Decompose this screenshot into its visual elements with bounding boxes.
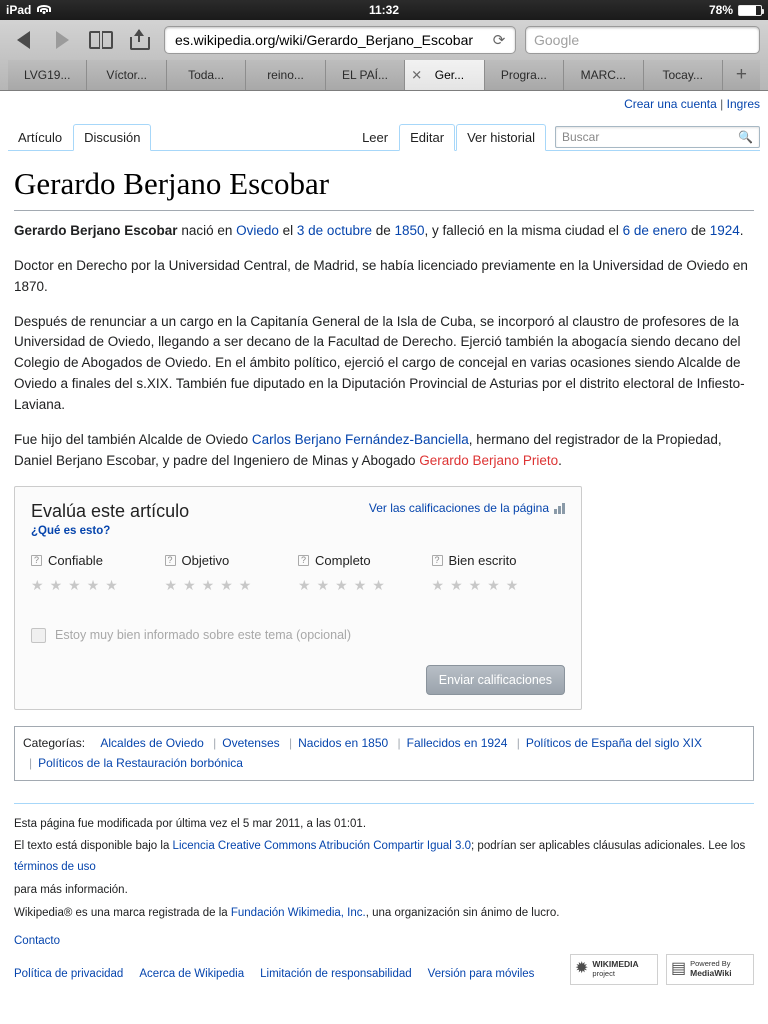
mediawiki-badge[interactable] — [666, 954, 754, 985]
status-right — [709, 3, 762, 17]
text-run: el — [278, 222, 297, 238]
forward-button[interactable] — [47, 26, 77, 54]
star-icon[interactable]: ★ — [238, 576, 252, 593]
status-left — [6, 3, 51, 17]
help-icon[interactable]: ? — [31, 555, 42, 566]
help-icon[interactable]: ? — [432, 555, 443, 566]
tab-editar[interactable] — [399, 124, 455, 151]
criterion-label: Confiable — [48, 552, 103, 568]
star-icon[interactable]: ★ — [105, 576, 118, 593]
feedback-what-is-this-link[interactable]: ¿Qué es esto? — [31, 524, 111, 537]
magnifier-icon[interactable]: 🔍 — [738, 130, 753, 144]
tab-label: LVG19... — [23, 68, 71, 82]
url-text: es.wikipedia.org/wiki/Gerardo_Berjano_Escobar — [175, 32, 474, 48]
submit-ratings-button[interactable]: Enviar calificaciones — [426, 665, 565, 695]
tab-label: Víctor... — [106, 68, 147, 82]
tab-5-active[interactable] — [404, 60, 483, 90]
tab-8[interactable] — [643, 60, 722, 90]
category-link-ovetenses[interactable]: Ovetenses — [222, 735, 280, 750]
link-6-de-enero[interactable]: 6 de enero — [622, 222, 688, 238]
help-icon[interactable]: ? — [165, 555, 176, 566]
category-link-fallecidos-en-1924[interactable]: Fallecidos en 1924 — [406, 735, 508, 750]
reload-icon[interactable]: ⟳ — [492, 32, 506, 49]
page-content — [0, 91, 768, 1024]
view-page-ratings-label: Ver las calificaciones de la página — [368, 500, 549, 515]
wifi-icon — [37, 5, 51, 16]
tab-1[interactable] — [86, 60, 165, 90]
personal-tools — [0, 91, 768, 113]
expert-checkbox-label: Estoy muy bien informado sobre este tema (opcional) — [55, 628, 351, 643]
footer-badges — [570, 954, 754, 985]
tab-bar — [8, 60, 760, 90]
criterion-objetivo — [165, 553, 299, 594]
text-run: Fue hijo del también Alcalde de Oviedo — [14, 432, 252, 448]
feedback-title: Evalúa este artículo — [31, 500, 190, 521]
share-button[interactable] — [125, 26, 155, 54]
category-divider: | — [288, 735, 293, 750]
expert-checkbox-row[interactable] — [31, 628, 565, 643]
license-pre: El texto está disponible bajo la — [14, 840, 173, 853]
badge-top-text: WIKIMEDIA — [592, 959, 639, 970]
close-tab-icon[interactable]: ✕ — [411, 67, 423, 83]
tab-label: MARC... — [580, 68, 626, 82]
category-divider: | — [213, 735, 217, 750]
license-post: para más información. — [14, 883, 128, 896]
browser-chrome — [0, 20, 768, 91]
wiki-search-placeholder: Buscar — [562, 130, 600, 144]
star-icon[interactable]: ★ — [316, 576, 330, 593]
license-mid: ; podrían ser aplicables cláusulas adicionales. Lee los — [471, 840, 746, 853]
terms-link[interactable]: términos de uso — [14, 861, 96, 874]
text-run: Doctor en Derecho por la Universidad Central, de Madrid, se había licenciado previamente en la Universidad de Oviedo en 1870. — [14, 257, 748, 294]
article-feedback-box — [14, 486, 582, 710]
search-input[interactable] — [525, 26, 760, 54]
page-title: Gerardo Berjano Escobar — [14, 165, 754, 211]
star-rating-bien-escrito[interactable] — [432, 577, 566, 594]
text-run: . — [558, 453, 562, 469]
license-link[interactable]: Licencia Creative Commons Atribución Compartir Igual 3.0 — [172, 840, 472, 853]
browser-toolbar — [8, 26, 760, 60]
star-icon[interactable]: ★ — [468, 576, 482, 593]
tab-0[interactable] — [8, 60, 86, 90]
tab-4[interactable] — [325, 60, 404, 90]
help-icon[interactable]: ? — [298, 555, 309, 566]
forward-arrow-icon — [56, 31, 69, 49]
article-text — [14, 221, 754, 472]
last-modified: Esta página fue modificada por última vez el 5 mar 2011, a las 01:01. — [14, 817, 367, 830]
star-icon[interactable]: ★ — [487, 576, 500, 593]
star-icon[interactable]: ★ — [372, 576, 385, 593]
text-run: , hermano del registrador de la Propiedad, Daniel Berjano Escobar, y padre del Ingeniero de Minas y Abogado — [14, 432, 722, 469]
status-clock: 11:32 — [368, 3, 400, 17]
criterion-label: Objetivo — [181, 552, 230, 568]
address-bar[interactable] — [164, 26, 516, 54]
link-1850[interactable]: 1850 — [394, 222, 425, 238]
tab-leer[interactable] — [352, 125, 398, 150]
link-gerardo-berjano-prieto[interactable]: Gerardo Berjano Prieto — [419, 453, 559, 469]
new-tab-button[interactable] — [722, 60, 760, 90]
tab-label: Ger... — [434, 68, 465, 82]
trademark-text — [14, 903, 754, 924]
tab-2[interactable] — [166, 60, 245, 90]
expert-checkbox[interactable] — [31, 628, 46, 643]
bar-chart-icon — [554, 502, 565, 514]
wikimedia-logo-icon: ✹ — [575, 960, 589, 978]
wiki-search-input[interactable] — [555, 126, 760, 148]
footer-link-privacidad[interactable]: Política de privacidad — [14, 967, 124, 980]
plus-icon: + — [735, 64, 747, 85]
tab-6[interactable] — [484, 60, 563, 90]
tab-label: Progra... — [500, 68, 547, 82]
trademark-post: , una organización sin ánimo de lucro. — [365, 906, 560, 919]
star-icon[interactable]: ★ — [353, 576, 367, 593]
bookmarks-button[interactable] — [86, 26, 116, 54]
footer-link-moviles[interactable]: Versión para móviles — [427, 967, 535, 980]
tab-label: Toda... — [188, 68, 225, 82]
footer-links — [14, 964, 534, 985]
star-icon[interactable]: ★ — [431, 576, 445, 593]
paragraph-1 — [14, 221, 754, 242]
star-icon[interactable]: ★ — [298, 576, 311, 593]
tab-leer-label: Leer — [362, 130, 389, 146]
link-oviedo[interactable]: Oviedo — [236, 222, 279, 238]
category-divider: | — [29, 756, 33, 771]
tab-ver-historial[interactable] — [456, 124, 546, 151]
text-run: , y falleció en la misma ciudad el — [424, 222, 623, 238]
wikimedia-project-badge[interactable] — [570, 954, 658, 985]
star-icon[interactable]: ★ — [49, 576, 63, 593]
tab-3[interactable] — [245, 60, 324, 90]
tab-ver-historial-label: Ver historial — [467, 130, 535, 146]
personal-tools-separator: | — [720, 97, 724, 111]
text-run: nació en — [177, 222, 237, 238]
badge-bottom-text: project — [592, 968, 615, 978]
tab-discusion[interactable] — [73, 124, 151, 151]
create-account-link[interactable]: Crear una cuenta — [624, 97, 717, 111]
categories-box — [14, 726, 754, 781]
category-link-alcaldes-de-oviedo[interactable]: Alcaldes de Oviedo — [100, 735, 204, 750]
view-page-ratings-link[interactable] — [369, 501, 565, 515]
subject-bold: Gerardo Berjano Escobar — [14, 222, 178, 238]
login-link[interactable]: Ingres — [726, 97, 760, 111]
badge-bottom-text: MediaWiki — [690, 967, 732, 978]
star-rating-objetivo[interactable] — [165, 577, 299, 594]
criterion-completo — [298, 553, 432, 594]
categories-label: Categorías: — [23, 735, 86, 750]
star-rating-confiable[interactable] — [31, 577, 165, 594]
paragraph-3 — [14, 312, 754, 417]
criterion-label: Bien escrito — [448, 552, 517, 568]
link-carlos-berjano[interactable]: Carlos Berjano Fernández-Banciella — [251, 432, 469, 448]
tab-label: reino... — [267, 68, 304, 82]
tab-7[interactable] — [563, 60, 642, 90]
star-icon[interactable]: ★ — [164, 576, 178, 593]
page-footer — [14, 803, 754, 985]
category-link-restauracion-borbonica[interactable]: Políticos de la Restauración borbónica — [38, 756, 243, 771]
text-run: Después de renunciar a un cargo en la Capitanía General de la Isla de Cuba, se incorporó al claustro de profesores de la Universidad de Oviedo, llegando a ser decano de la Facultad de Derecho. Ejerció también la abogacía siendo decano del Colegio de Abogados de Oviedo. En el ámbito político, ejerció el cargo de concejal en varias ocasiones siendo Alcalde de Oviedo a finales del s.XIX. También fue diputado en la Diputación Provincial de Asturias por el distrito electoral de Infiesto-Laviana. — [14, 313, 745, 413]
search-placeholder: Google — [534, 32, 580, 48]
text-run: de — [687, 222, 710, 238]
wikimedia-foundation-link[interactable]: Fundación Wikimedia, Inc. — [230, 906, 366, 919]
wiki-tab-bar — [8, 123, 760, 151]
back-arrow-icon — [17, 31, 30, 49]
star-rating-completo[interactable] — [298, 577, 432, 594]
tab-discusion-label: Discusión — [84, 130, 141, 146]
mediawiki-logo-icon: ▤ — [671, 960, 687, 978]
license-text — [14, 836, 754, 877]
star-icon[interactable]: ★ — [201, 576, 215, 593]
star-icon[interactable]: ★ — [335, 576, 348, 593]
battery-percent: 78% — [708, 3, 733, 17]
star-icon[interactable]: ★ — [86, 576, 100, 593]
contacto-link[interactable]: Contacto — [14, 935, 61, 948]
text-run: . — [739, 222, 744, 238]
tab-articulo-label: Artículo — [18, 130, 63, 146]
category-link-politicos-siglo-xix[interactable]: Políticos de España del siglo XIX — [525, 735, 702, 750]
text-run: de — [371, 222, 395, 238]
link-1924[interactable]: 1924 — [709, 222, 740, 238]
battery-icon — [738, 5, 762, 16]
star-icon[interactable]: ★ — [68, 576, 81, 593]
share-action-icon — [128, 30, 152, 50]
tab-label: Tocay... — [662, 68, 703, 82]
criterion-label: Completo — [315, 552, 371, 568]
footer-link-limitacion[interactable]: Limitación de responsabilidad — [260, 967, 412, 980]
wiki-view-tabs — [352, 124, 760, 150]
tab-editar-label: Editar — [410, 130, 445, 146]
criterion-bien-escrito — [432, 553, 566, 594]
article-body — [0, 165, 768, 781]
tab-label: EL PAÍ... — [341, 68, 388, 82]
category-divider: | — [516, 735, 520, 750]
star-icon[interactable]: ★ — [220, 576, 233, 593]
category-divider: | — [397, 735, 401, 750]
link-3-de-octubre[interactable]: 3 de octubre — [296, 222, 372, 238]
star-icon[interactable]: ★ — [31, 576, 44, 593]
paragraph-2 — [14, 256, 754, 298]
feedback-criteria — [31, 553, 565, 594]
star-icon[interactable]: ★ — [183, 576, 196, 593]
status-bar — [0, 0, 768, 20]
bookmarks-book-icon — [89, 31, 113, 49]
star-icon[interactable]: ★ — [505, 576, 519, 593]
trademark-pre: Wikipedia® es una marca registrada de la — [14, 906, 231, 919]
paragraph-4 — [14, 430, 754, 472]
back-button[interactable] — [8, 26, 38, 54]
star-icon[interactable]: ★ — [450, 576, 463, 593]
feedback-header — [31, 501, 565, 537]
badge-top-text: Powered By — [690, 959, 731, 969]
tab-articulo[interactable] — [8, 125, 72, 150]
footer-link-acerca[interactable]: Acerca de Wikipedia — [139, 967, 245, 980]
criterion-confiable — [31, 553, 165, 594]
device-name: iPad — [6, 3, 32, 17]
category-link-nacidos-en-1850[interactable]: Nacidos en 1850 — [298, 735, 389, 750]
